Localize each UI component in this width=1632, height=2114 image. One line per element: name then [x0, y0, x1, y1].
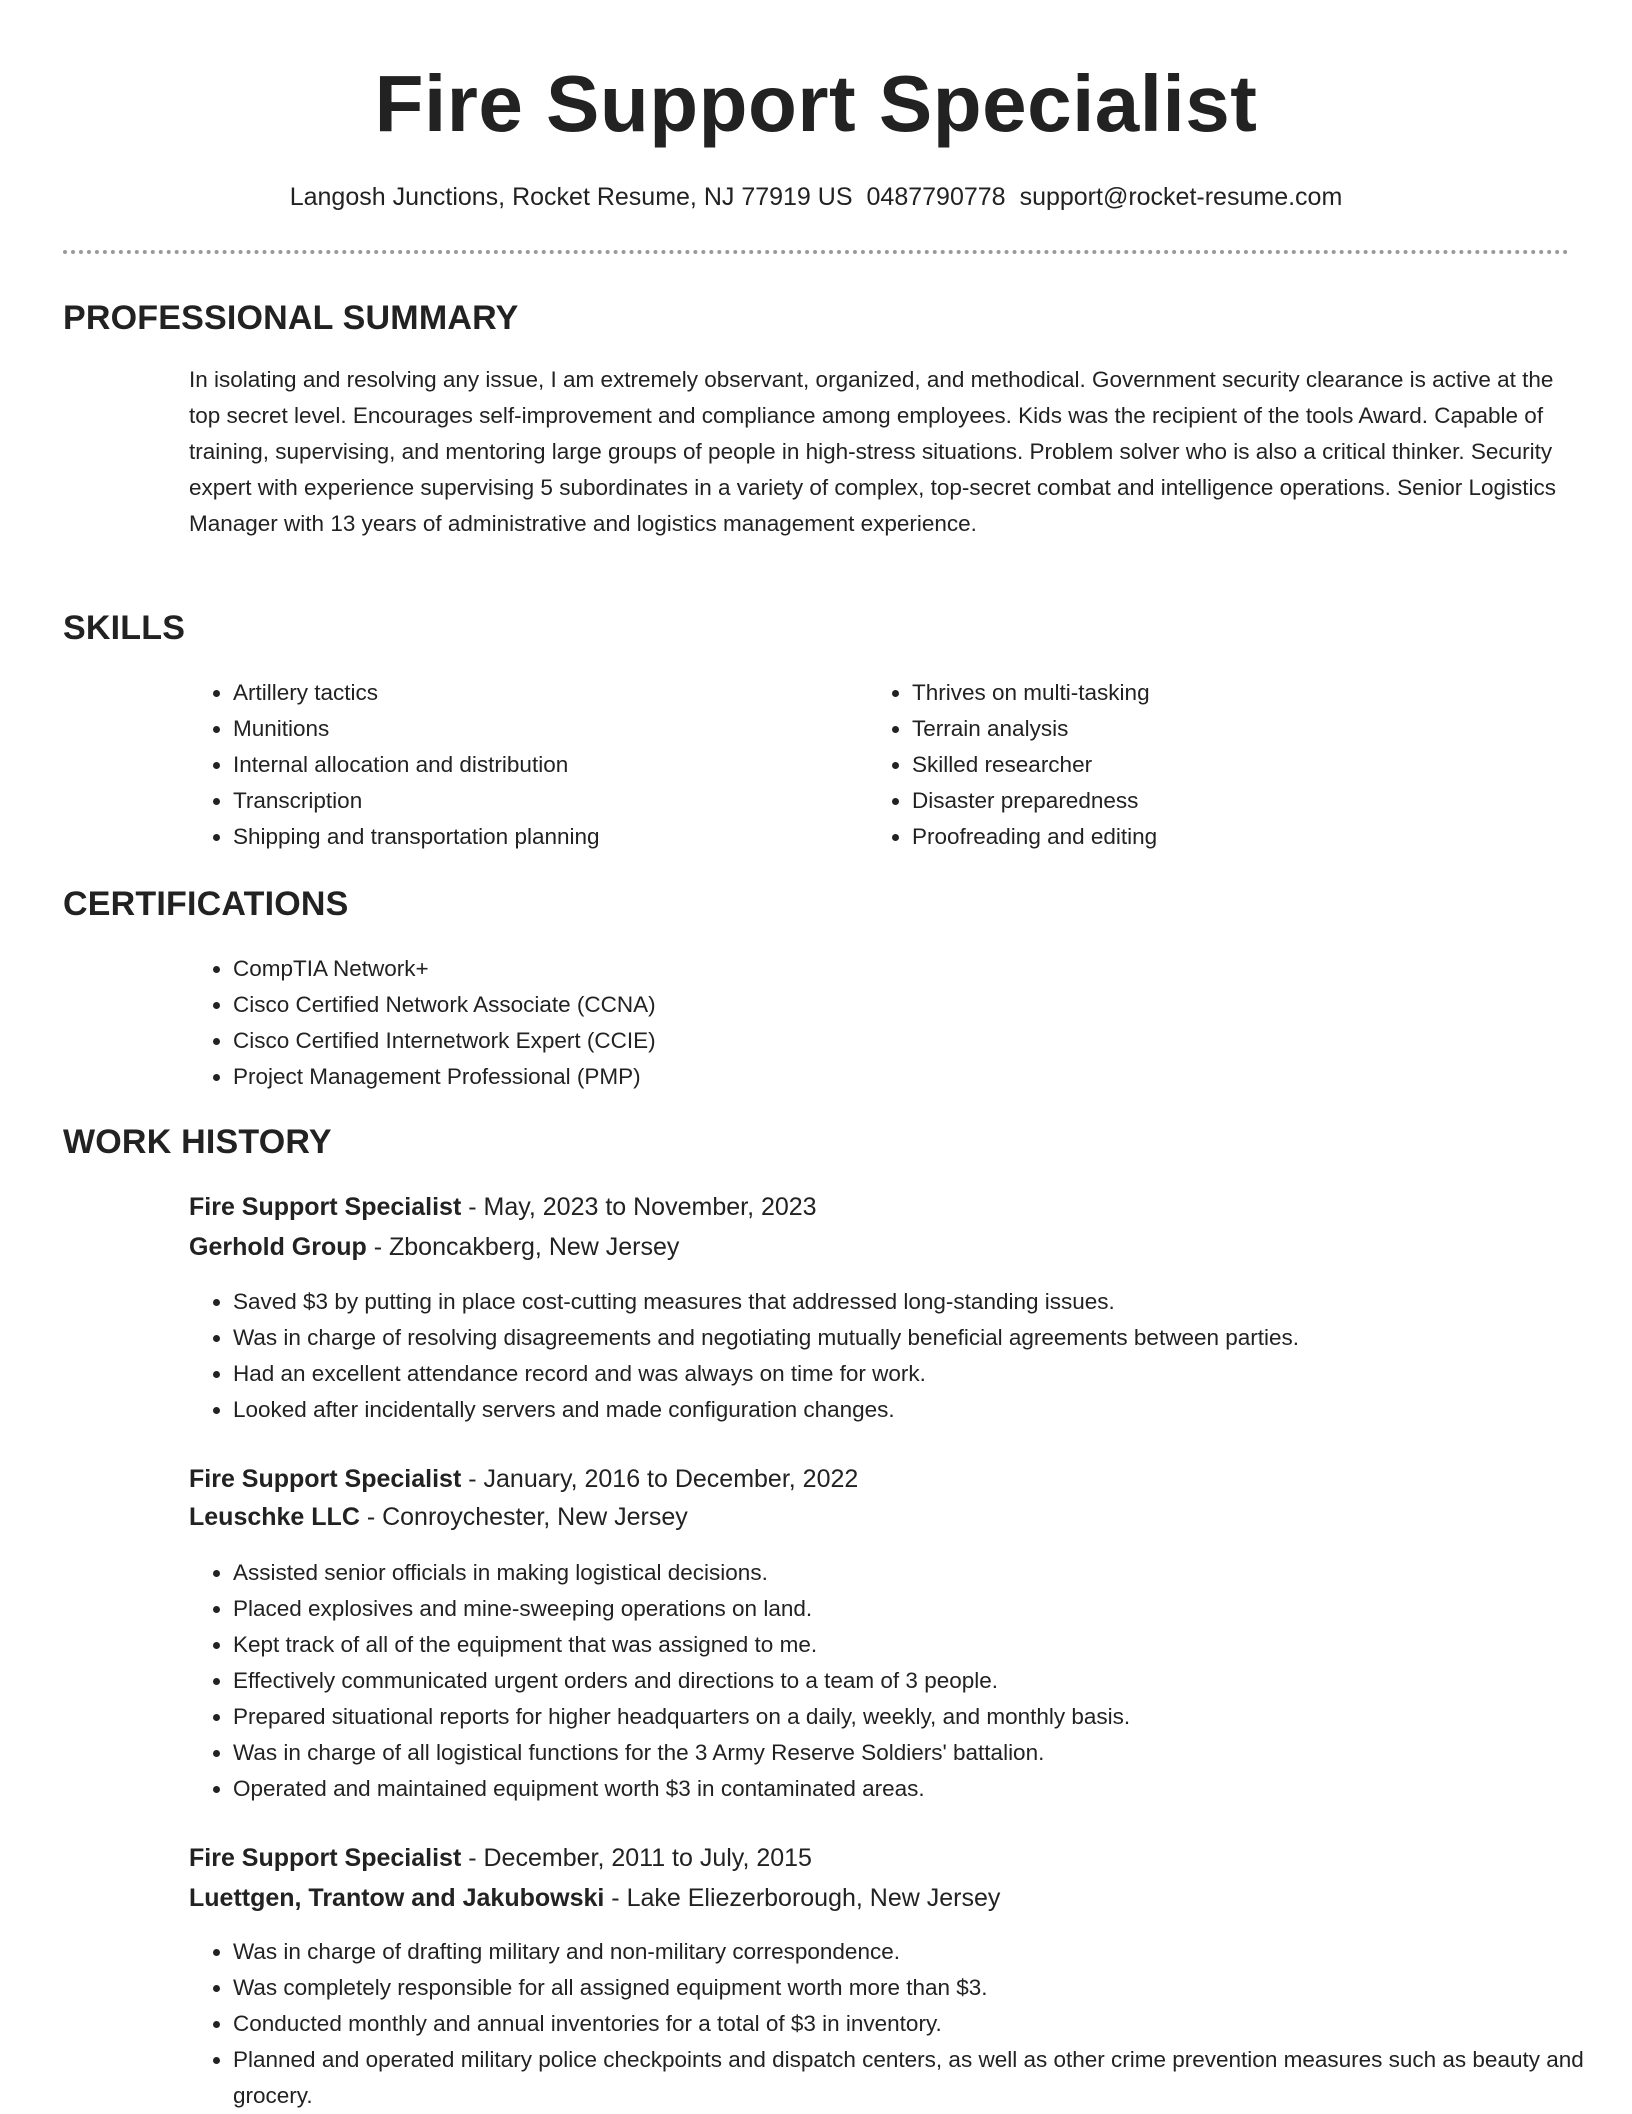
certifications-list — [189, 951, 1433, 1095]
job-title-line — [189, 1841, 812, 1875]
certification-item: • Project Management Professional (PMP) — [233, 1059, 1433, 1095]
certification-item: • Cisco Certified Network Associate (CCNA) — [233, 987, 1433, 1023]
skills-heading: SKILLS — [63, 609, 186, 647]
skill-item: • Skilled researcher — [912, 747, 1512, 783]
job-role: Fire Support Specialist — [189, 1465, 462, 1493]
job-company: Luettgen, Trantow and Jakubowski — [189, 1884, 605, 1912]
skill-item: • Artillery tactics — [233, 675, 833, 711]
job-bullet: • Kept track of all of the equipment that was assigned to me. — [233, 1627, 1613, 1663]
job-dates: - January, 2016 to December, 2022 — [468, 1465, 859, 1493]
skill-item: • Internal allocation and distribution — [233, 747, 833, 783]
job-bullet: • Saved $3 by putting in place cost-cutting measures that addressed long-standing issues. — [233, 1284, 1613, 1320]
skills-list-left — [189, 675, 833, 855]
job-company-line — [189, 1881, 1000, 1915]
job-bullets — [189, 1555, 1613, 1807]
skill-item: • Shipping and transportation planning — [233, 819, 833, 855]
skill-item: • Terrain analysis — [912, 711, 1512, 747]
skill-item: • Thrives on multi-tasking — [912, 675, 1512, 711]
job-bullet: • Effectively communicated urgent orders and directions to a team of 3 people. — [233, 1663, 1613, 1699]
job-dates: - May, 2023 to November, 2023 — [468, 1193, 817, 1221]
job-location: - Lake Eliezerborough, New Jersey — [611, 1884, 1001, 1912]
job-bullet: • Operated and maintained equipment worth $3 in contaminated areas. — [233, 1771, 1613, 1807]
job-company: Leuschke LLC — [189, 1503, 360, 1531]
contact-address: Langosh Junctions, Rocket Resume, NJ 77919 US — [289, 183, 853, 211]
job-bullet: • Had an excellent attendance record and was always on time for work. — [233, 1356, 1613, 1392]
skill-item: • Transcription — [233, 783, 833, 819]
job-location: - Conroychester, New Jersey — [366, 1503, 688, 1531]
contact-line — [0, 180, 1632, 214]
job-role: Fire Support Specialist — [189, 1844, 462, 1872]
header-divider — [63, 250, 1569, 254]
job-title-line — [189, 1190, 817, 1224]
work-history-heading: WORK HISTORY — [63, 1123, 332, 1161]
job-bullet: • Looked after incidentally servers and made configuration changes. — [233, 1392, 1613, 1428]
skills-list-right — [868, 675, 1512, 855]
certifications-heading: CERTIFICATIONS — [63, 885, 349, 923]
summary-heading: PROFESSIONAL SUMMARY — [63, 299, 519, 337]
resume-name: Fire Support Specialist — [374, 59, 1258, 148]
job-bullet: • Was completely responsible for all assigned equipment worth more than $3. — [233, 1970, 1613, 2006]
certification-item: • Cisco Certified Internetwork Expert (CCIE) — [233, 1023, 1433, 1059]
job-bullets — [189, 1934, 1613, 2114]
skill-item: • Proofreading and editing — [912, 819, 1512, 855]
job-title-line — [189, 1462, 858, 1496]
job-company-line — [189, 1500, 688, 1534]
job-bullet: • Placed explosives and mine-sweeping operations on land. — [233, 1591, 1613, 1627]
job-location: - Zboncakberg, New Jersey — [373, 1233, 680, 1261]
contact-phone: 0487790778 — [866, 183, 1006, 211]
job-bullet: • Was in charge of resolving disagreements and negotiating mutually beneficial agreements between parties. — [233, 1320, 1613, 1356]
job-bullet: • Was in charge of drafting military and non-military correspondence. — [233, 1934, 1613, 1970]
certification-item: • CompTIA Network+ — [233, 951, 1433, 987]
job-bullet: • Assisted senior officials in making logistical decisions. — [233, 1555, 1613, 1591]
job-bullet: • Was in charge of all logistical functions for the 3 Army Reserve Soldiers' battalion. — [233, 1735, 1613, 1771]
job-dates: - December, 2011 to July, 2015 — [468, 1844, 812, 1872]
job-bullet: • Prepared situational reports for higher headquarters on a daily, weekly, and monthly basis. — [233, 1699, 1613, 1735]
skill-item: • Disaster preparedness — [912, 783, 1512, 819]
job-bullets — [189, 1284, 1613, 1428]
job-company: Gerhold Group — [189, 1233, 367, 1261]
job-company-line — [189, 1230, 679, 1264]
summary-text: In isolating and resolving any issue, I am extremely observant, organized, and methodical. Government security clearance is active at the top secret level. Encourages self-improvement and compliance among employees. Kids was the recipient of the tools Award. Capable of training, supervising, and mentoring large groups of people in high-stress situations. Problem solver who is also a critical thinker. Security expert with experience supervising 5 subordinates in a variety of complex, top-secret combat and intelligence operations. Senior Logistics Manager with 13 years of administrative and logistics management experience. — [189, 367, 1556, 536]
job-bullet: • Planned and operated military police checkpoints and dispatch centers, as well as other crime prevention measures such as beauty and grocery. — [233, 2042, 1613, 2114]
skill-item: • Munitions — [233, 711, 833, 747]
contact-email[interactable]: support@rocket-resume.com — [1019, 183, 1343, 211]
job-role: Fire Support Specialist — [189, 1193, 462, 1221]
job-bullet: • Conducted monthly and annual inventories for a total of $3 in inventory. — [233, 2006, 1613, 2042]
